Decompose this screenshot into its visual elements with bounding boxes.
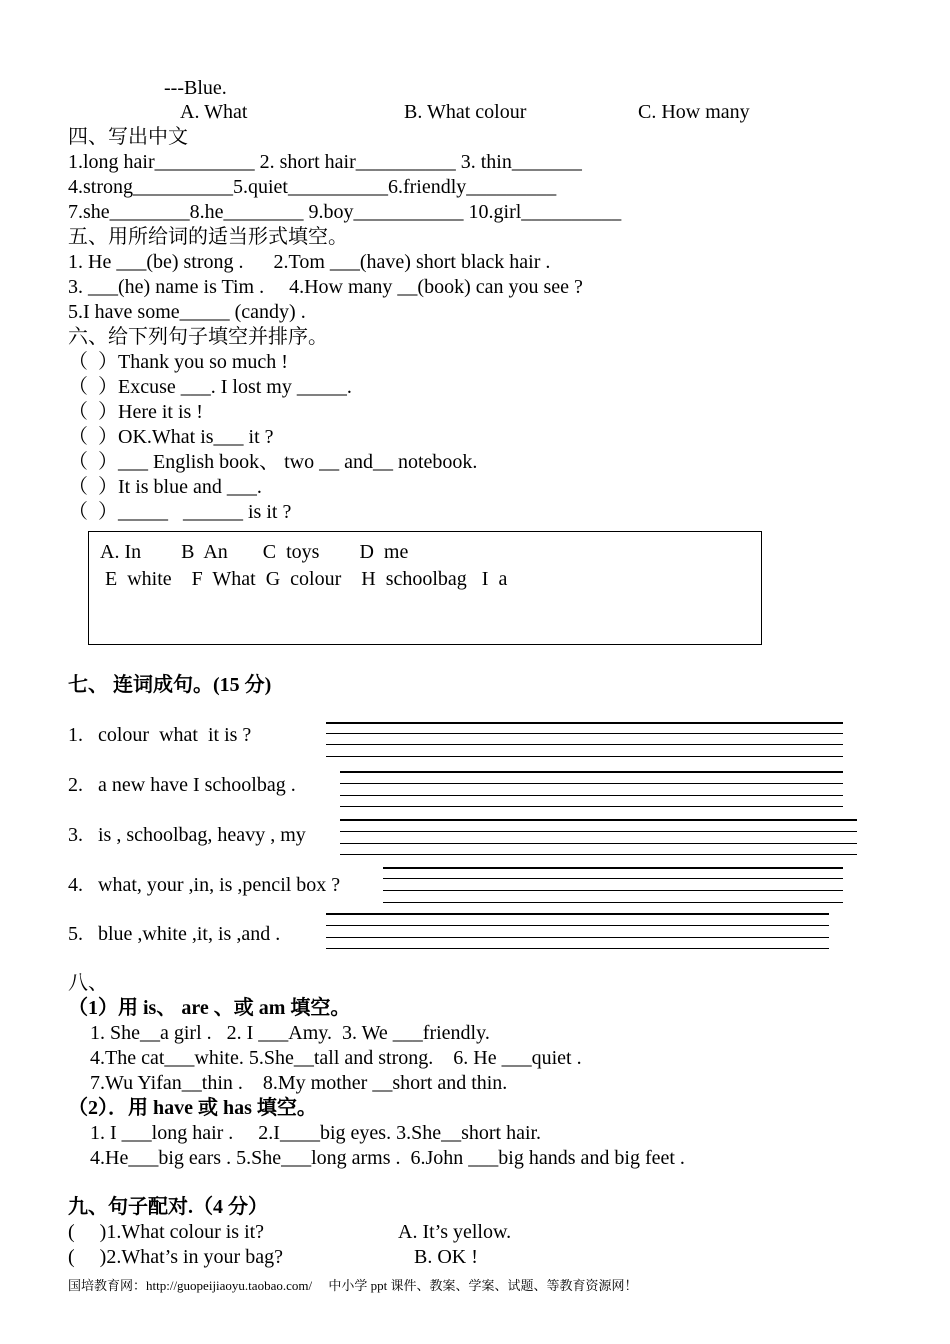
writing-line [340,783,843,784]
writing-line [326,744,843,745]
section8-title: 八、 [68,972,108,994]
section8-part1-title: （1）用 is、 are 、或 am 填空。 [68,997,351,1019]
match-answer-2: B. OK ! [414,1246,478,1268]
reorder-item-3: 3. is , schoolbag, heavy , my [68,824,306,846]
section6-line-4: （ ）OK.What is___ it ? [68,426,274,448]
section8-part2-line-2: 4.He___big ears . 5.She___long arms . 6.John ___big hands and big feet . [90,1147,685,1169]
section5-title: 五、用所给词的适当形式填空。 [68,226,348,248]
match-question-2: ( )2.What’s in your bag? [68,1246,283,1268]
section6-line-2: （ ）Excuse ___. I lost my _____. [68,376,352,398]
section4-line-2: 4.strong__________5.quiet__________6.friendly_________ [68,176,557,198]
option-b: B. What colour [404,101,527,123]
writing-line [383,890,843,891]
section7-title: 七、 连词成句。(15 分) [68,674,272,696]
writing-line [340,795,843,796]
reorder-item-5: 5. blue ,white ,it, is ,and . [68,923,281,945]
reorder-item-1: 1. colour what it is ? [68,724,252,746]
section8-part1-line-3: 7.Wu Yifan__thin . 8.My mother __short and thin. [90,1072,508,1094]
match-answer-1: A. It’s yellow. [398,1221,512,1243]
section6-line-6: （ ）It is blue and ___. [68,476,262,498]
section5-line-1: 1. He ___(be) strong . 2.Tom ___(have) short black hair . [68,251,551,273]
section4-line-1: 1.long hair__________ 2. short hair__________ 3. thin_______ [68,151,582,173]
option-c: C. How many [638,101,750,123]
writing-line [326,913,829,915]
writing-line [326,756,843,757]
section5-line-3: 5.I have some_____ (candy) . [68,301,306,323]
writing-line [340,806,843,807]
answer-line: ---Blue. [164,77,227,99]
writing-line [326,722,843,724]
section6-line-3: （ ）Here it is ! [68,401,203,423]
writing-line [383,878,843,879]
word-bank-line-1: A. In B An C toys D me [100,541,409,563]
section6-line-5: （ ）___ English book、 two __ and__ notebook. [68,451,478,473]
section6-line-7: （ ）_____ ______ is it ? [68,501,292,523]
word-bank-line-2: E white F What G colour H schoolbag I a [100,568,508,590]
section6-title: 六、给下列句子填空并排序。 [68,326,328,348]
writing-line [326,925,829,926]
writing-line [340,771,843,773]
section6-line-1: （ ）Thank you so much ! [68,351,288,373]
writing-line [383,902,843,903]
option-a: A. What [180,101,248,123]
section4-title: 四、写出中文 [68,126,188,148]
writing-line [326,948,829,949]
section8-part2-line-1: 1. I ___long hair . 2.I____big eyes. 3.She__short hair. [90,1122,542,1144]
writing-line [340,854,857,855]
writing-line [383,867,843,869]
section4-line-3: 7.she________8.he________ 9.boy___________ 10.girl__________ [68,201,622,223]
section8-part2-title: （2）．用 have 或 has 填空。 [68,1097,317,1119]
section8-part1-line-1: 1. She__a girl . 2. I ___Amy. 3. We ___friendly. [90,1022,490,1044]
match-question-1: ( )1.What colour is it? [68,1221,265,1243]
reorder-item-4: 4. what, your ,in, is ,pencil box ? [68,874,341,896]
writing-line [326,733,843,734]
writing-line [326,937,829,938]
writing-line [340,819,857,821]
footer-text: 国培教育网：http://guopeijiaoyu.taobao.com/ 中小学 ppt 课件、教案、学案、试题、等教育资源网！ [68,1278,638,1293]
writing-line [340,831,857,832]
section9-title: 九、句子配对.（4 分） [68,1196,268,1218]
section8-part1-line-2: 4.The cat___white. 5.She__tall and strong. 6. He ___quiet . [90,1047,582,1069]
reorder-item-2: 2. a new have I schoolbag . [68,774,296,796]
section5-line-2: 3. ___(he) name is Tim . 4.How many __(book) can you see ? [68,276,583,298]
writing-line [340,843,857,844]
